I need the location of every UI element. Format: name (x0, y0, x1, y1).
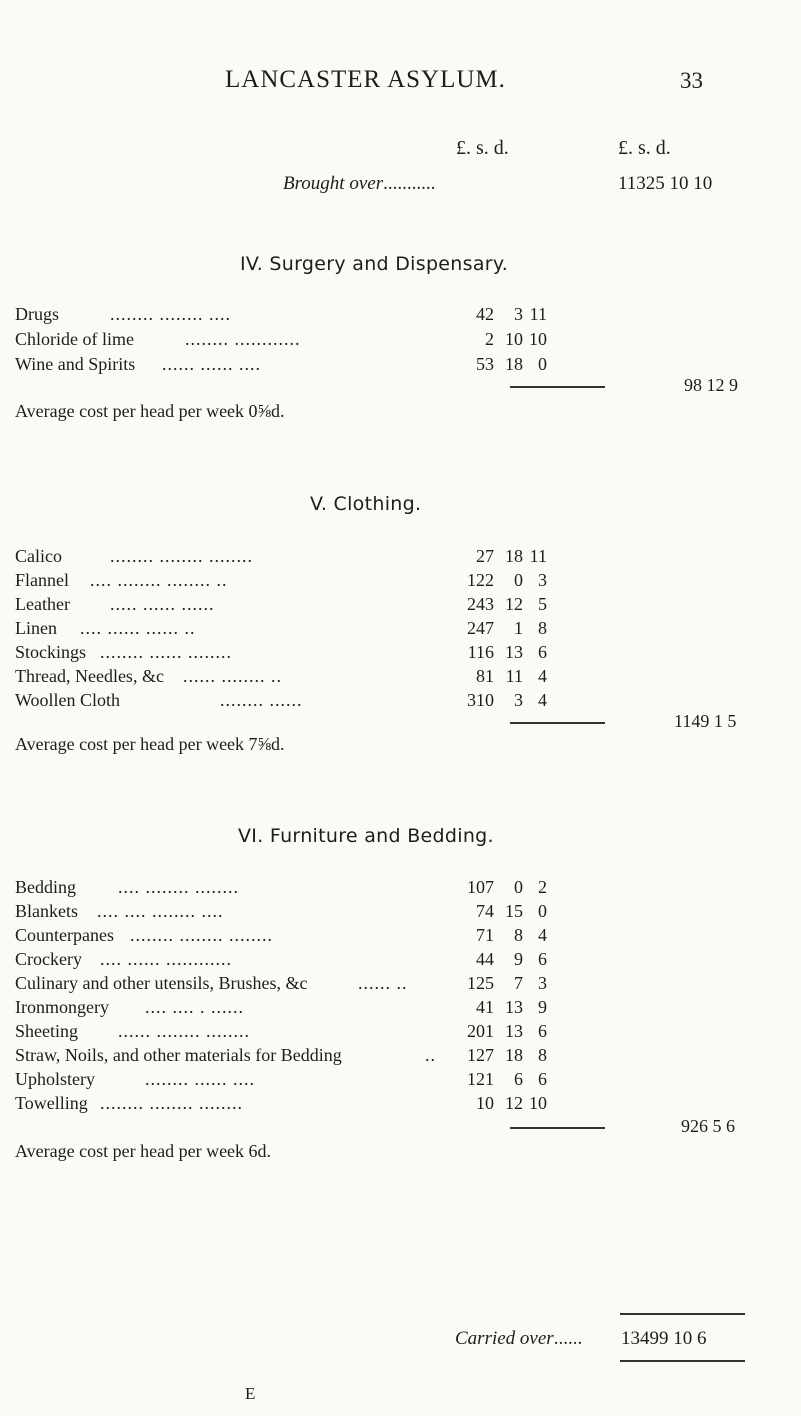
leader-dots: ........ ........ ........ (130, 925, 273, 945)
amount-shillings: 15 (505, 901, 523, 921)
section-title-clothing: V. Clothing. (310, 493, 422, 515)
amount-pence: 3 (538, 973, 547, 993)
leader-dots: .... .... . ...... (145, 997, 244, 1017)
row-amount (456, 1045, 547, 1066)
amount-pence: 4 (538, 925, 547, 945)
section-total: 926 5 6 (681, 1116, 735, 1136)
average-cost: Average cost per head per week 6d. (15, 1141, 272, 1161)
amount-pounds: 247 (467, 618, 494, 638)
amount-pounds: 2 (485, 329, 494, 349)
amount-shillings: 6 (514, 1069, 523, 1089)
row-amount (456, 690, 547, 711)
leader-dots: .... ........ ........ (118, 877, 239, 897)
section-total: 1149 1 5 (674, 711, 737, 731)
row-label: Stockings (15, 642, 87, 662)
row-label: Ironmongery (15, 997, 109, 1017)
amount-pence: 8 (538, 618, 547, 638)
section-title-furniture: VI. Furniture and Bedding. (238, 825, 494, 847)
leader-dots: ........ ...... (220, 690, 303, 710)
amount-pence: 3 (538, 570, 547, 590)
leader-dots: ..... ...... ...... (110, 594, 215, 614)
amount-pence: 6 (538, 1021, 547, 1041)
row-amount (456, 570, 547, 591)
amount-pence: 0 (538, 901, 547, 921)
row-label: Culinary and other utensils, Brushes, &c (15, 973, 308, 993)
amount-pence: 6 (538, 949, 547, 969)
amount-pounds: 125 (467, 973, 494, 993)
signature-mark: E (245, 1384, 256, 1403)
carried-over-rule (620, 1313, 745, 1315)
amount-pence: 8 (538, 1045, 547, 1065)
amount-pence: 6 (538, 642, 547, 662)
amount-pence: 5 (538, 594, 547, 614)
brought-over-dots: ........... (383, 173, 436, 194)
row-label: Bedding (15, 877, 76, 897)
amount-pence: 10 (529, 329, 547, 349)
row-label: Sheeting (15, 1021, 78, 1041)
row-amount (456, 546, 547, 567)
amount-pence: 4 (538, 666, 547, 686)
average-cost: Average cost per head per week 7⅝d. (15, 734, 285, 754)
leader-dots: ...... ........ ........ (118, 1021, 250, 1041)
row-label: Drugs (15, 304, 59, 324)
row-label: Leather (15, 594, 70, 614)
carried-over-dots: ...... (553, 1328, 583, 1349)
amount-pounds: 42 (476, 304, 494, 324)
leader-dots: ........ ............ (185, 329, 301, 349)
amount-shillings: 13 (505, 642, 523, 662)
amount-pounds: 27 (476, 546, 494, 566)
leader-dots: ........ ...... .... (145, 1069, 255, 1089)
brought-over-line (283, 173, 435, 195)
leader-dots: ...... .. (358, 973, 408, 993)
sum-rule (510, 1127, 605, 1129)
amount-pounds: 44 (476, 949, 494, 969)
amount-shillings: 11 (505, 666, 523, 686)
leader-dots: .... ...... ...... .. (80, 618, 196, 638)
row-amount (456, 666, 547, 687)
amount-shillings: 7 (514, 973, 523, 993)
carried-over-line (455, 1328, 582, 1350)
amount-shillings: 18 (505, 546, 523, 566)
page-number: 33 (680, 68, 703, 93)
section-title-surgery: IV. Surgery and Dispensary. (240, 253, 509, 275)
amount-pounds: 127 (467, 1045, 494, 1065)
amount-shillings: 13 (505, 997, 523, 1017)
amount-pounds: 310 (467, 690, 494, 710)
amount-pence: 4 (538, 690, 547, 710)
column-head-left: £. s. d. (456, 137, 509, 159)
leader-dots: ........ ...... ........ (100, 642, 232, 662)
row-amount (456, 618, 547, 639)
row-amount (456, 304, 547, 325)
amount-pounds: 116 (467, 642, 494, 662)
row-label: Counterpanes (15, 925, 114, 945)
amount-pounds: 201 (467, 1021, 494, 1041)
row-amount (456, 901, 547, 922)
sum-rule (510, 386, 605, 388)
running-header-title: LANCASTER ASYLUM. (225, 66, 506, 93)
leader-dots: .... .... ........ .... (97, 901, 224, 921)
leader-dots: .... ...... ............ (100, 949, 232, 969)
amount-pence: 10 (529, 1093, 547, 1113)
amount-pence: 0 (538, 354, 547, 374)
row-amount (456, 925, 547, 946)
carried-over-underline (620, 1360, 745, 1362)
row-amount (456, 1021, 547, 1042)
amount-pence: 2 (538, 877, 547, 897)
amount-shillings: 0 (514, 570, 523, 590)
amount-shillings: 13 (505, 1021, 523, 1041)
row-amount (456, 1093, 547, 1114)
amount-shillings: 3 (514, 304, 523, 324)
row-label: Calico (15, 546, 62, 566)
amount-pounds: 41 (476, 997, 494, 1017)
amount-pounds: 74 (476, 901, 494, 921)
amount-pounds: 71 (476, 925, 494, 945)
row-amount (456, 949, 547, 970)
amount-pounds: 121 (467, 1069, 494, 1089)
section-total: 98 12 9 (684, 375, 738, 395)
brought-over-total: 11325 10 10 (618, 173, 713, 194)
average-cost: Average cost per head per week 0⅝d. (15, 401, 285, 421)
carried-over-total: 13499 10 6 (621, 1328, 707, 1349)
row-amount (456, 594, 547, 615)
amount-pence: 6 (538, 1069, 547, 1089)
row-label: Upholstery (15, 1069, 95, 1089)
amount-shillings: 9 (514, 949, 523, 969)
amount-pounds: 81 (476, 666, 494, 686)
row-amount (456, 997, 547, 1018)
row-amount (456, 354, 547, 375)
row-label: Thread, Needles, &c (15, 666, 164, 686)
amount-pounds: 122 (467, 570, 494, 590)
amount-pence: 9 (538, 997, 547, 1017)
row-label: Linen (15, 618, 57, 638)
row-label: Chloride of lime (15, 329, 134, 349)
amount-shillings: 18 (505, 354, 523, 374)
amount-shillings: 3 (514, 690, 523, 710)
amount-pounds: 243 (467, 594, 494, 614)
row-label: Flannel (15, 570, 69, 590)
row-label: Straw, Noils, and other materials for Bedding (15, 1045, 342, 1065)
row-label: Crockery (15, 949, 82, 969)
amount-pounds: 53 (476, 354, 494, 374)
leader-dots: .. (425, 1045, 436, 1065)
amount-shillings: 10 (505, 329, 523, 349)
amount-shillings: 1 (514, 618, 523, 638)
sum-rule (510, 722, 605, 724)
amount-pence: 11 (529, 304, 547, 324)
amount-shillings: 8 (514, 925, 523, 945)
row-label: Woollen Cloth (15, 690, 121, 710)
amount-pounds: 107 (467, 877, 494, 897)
carried-over-label: Carried over (455, 1328, 554, 1349)
amount-pounds: 10 (476, 1093, 494, 1113)
amount-shillings: 12 (505, 1093, 523, 1113)
row-label: Wine and Spirits (15, 354, 136, 374)
leader-dots: .... ........ ........ .. (90, 570, 228, 590)
row-amount (456, 642, 547, 663)
amount-pence: 11 (529, 546, 547, 566)
brought-over-label: Brought over (283, 173, 384, 194)
column-head-right: £. s. d. (618, 137, 671, 159)
amount-shillings: 18 (505, 1045, 523, 1065)
row-amount (456, 877, 547, 898)
row-amount (456, 329, 547, 350)
leader-dots: ...... ........ .. (183, 666, 282, 686)
leader-dots: ........ ........ ........ (110, 546, 253, 566)
leader-dots: ........ ........ ........ (100, 1093, 243, 1113)
amount-shillings: 12 (505, 594, 523, 614)
row-label: Towelling (15, 1093, 88, 1113)
row-label: Blankets (15, 901, 78, 921)
row-amount (456, 973, 547, 994)
leader-dots: ...... ...... .... (162, 354, 261, 374)
leader-dots: ........ ........ .... (110, 304, 231, 324)
row-amount (456, 1069, 547, 1090)
amount-shillings: 0 (514, 877, 523, 897)
